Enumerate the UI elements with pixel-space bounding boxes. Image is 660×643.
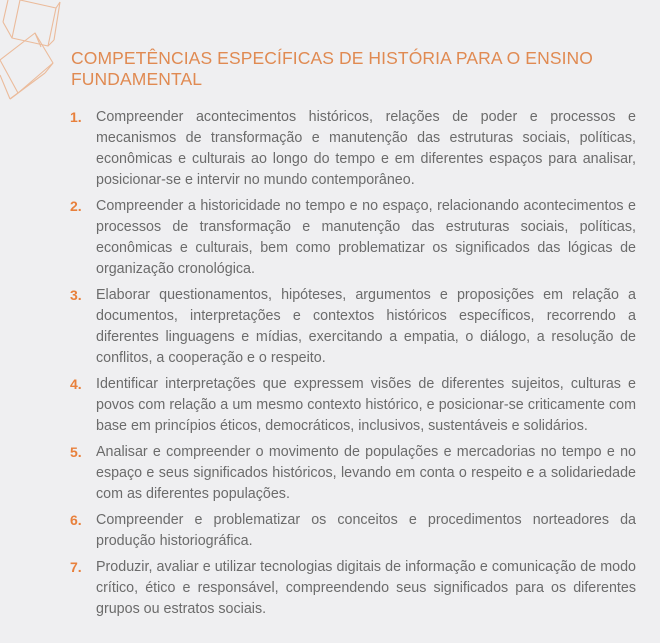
list-item	[70, 374, 636, 437]
competencies-list	[70, 107, 636, 625]
list-item	[70, 196, 636, 280]
list-item	[70, 442, 636, 505]
wireframe-cubes-icon	[0, 0, 70, 105]
item-number: 3.	[70, 287, 82, 303]
item-text: Identificar interpretações que expressem visões de diferentes sujeitos, culturas e povos com relação a um mesmo contexto histórico, e posicionar-se criticamente com base em princípios éticos, democráticos, inclusivos, sustentáveis e solidários.	[96, 376, 636, 434]
list-item	[70, 107, 636, 191]
item-number: 6.	[70, 512, 82, 528]
item-text: Elaborar questionamentos, hipóteses, argumentos e proposições em relação a documentos, interpretações e contextos históricos específicos, recorrendo a diferentes linguagens e mídias, exercitando a empatia, o diálogo, a resolução de conflitos, a cooperação e o respeito.	[96, 287, 636, 366]
list-item	[70, 510, 636, 552]
item-text: Compreender acontecimentos históricos, relações de poder e processos e mecanismos de transformação e manutenção das estruturas sociais, políticas, econômicas e culturais ao longo do tempo e em diferentes espaços para analisar, posicionar-se e intervir no mundo contemporâneo.	[96, 109, 636, 188]
item-number: 5.	[70, 444, 82, 460]
item-text: Analisar e compreender o movimento de populações e mercadorias no tempo e no espaço e seus significados históricos, levando em conta o respeito e a solidariedade com as diferentes populações.	[96, 444, 636, 502]
item-number: 2.	[70, 198, 82, 214]
item-number: 7.	[70, 559, 82, 575]
item-number: 1.	[70, 109, 82, 125]
list-item	[70, 557, 636, 620]
list-item	[70, 285, 636, 369]
item-text: Compreender e problematizar os conceitos e procedimentos norteadores da produção historiográfica.	[96, 512, 636, 549]
item-text: Compreender a historicidade no tempo e no espaço, relacionando acontecimentos e processos de transformação e manutenção das estruturas sociais, políticas, econômicas e culturais, bem como problematizar os significados das lógicas de organização cronológica.	[96, 198, 636, 277]
item-text: Produzir, avaliar e utilizar tecnologias digitais de informação e comunicação de modo crítico, ético e responsável, compreendendo seus significados para os diferentes grupos ou estratos sociais.	[96, 559, 636, 617]
page-title: COMPETÊNCIAS ESPECÍFICAS DE HISTÓRIA PARA O ENSINO FUNDAMENTAL	[71, 48, 594, 89]
item-number: 4.	[70, 376, 82, 392]
